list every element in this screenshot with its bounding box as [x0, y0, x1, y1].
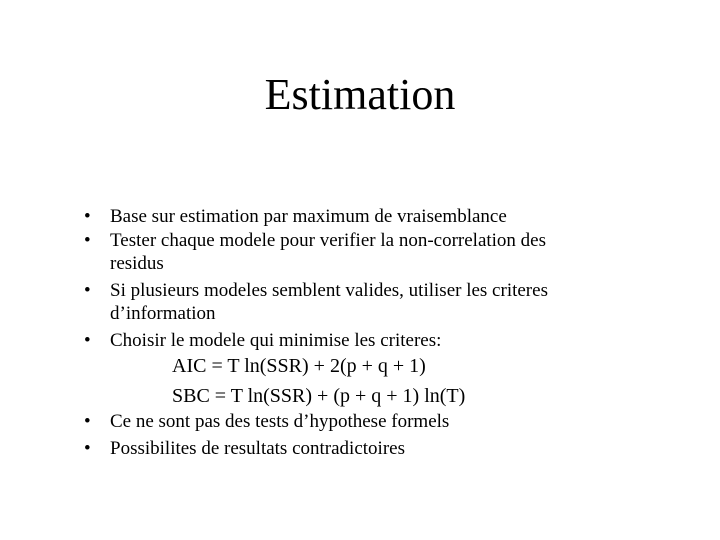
formula-block: [82, 354, 582, 408]
bullet-text: Possibilites de resultats contradictoires: [110, 438, 405, 459]
bullet-dot: •: [84, 411, 91, 432]
bullet-dot: •: [84, 206, 91, 227]
aic-formula: AIC = T ln(SSR) + 2(p + q + 1): [172, 355, 426, 377]
bullet-item-residuals: [82, 229, 582, 275]
sbc-formula: SBC = T ln(SSR) + (p + q + 1) ln(T): [172, 385, 466, 407]
bullet-item-not-formal-tests: [82, 410, 582, 433]
bullet-text: Choisir le modele qui minimise les criteres:: [110, 330, 442, 351]
bullet-item-info-criteria: [82, 279, 582, 325]
slide-title: Estimation: [264, 70, 456, 119]
bullet-text: Tester chaque modele pour verifier la non-correlation des residus: [110, 230, 547, 274]
bullet-text: Base sur estimation par maximum de vraisemblance: [110, 206, 507, 227]
bullet-text: Si plusieurs modeles semblent valides, utiliser les criteres d’information: [110, 280, 548, 324]
bullet-dot: •: [84, 438, 91, 459]
bullet-dot: •: [84, 330, 91, 351]
bullet-item-minimize-criteria: [82, 329, 582, 352]
bullet-text: Ce ne sont pas des tests d’hypothese formels: [110, 411, 450, 432]
bullet-item-contradictory-results: [82, 437, 582, 460]
bullet-dot: •: [84, 230, 91, 251]
bullet-item-ml-estimation: [82, 205, 582, 228]
bullet-list: [82, 205, 582, 460]
bullet-dot: •: [84, 280, 91, 301]
